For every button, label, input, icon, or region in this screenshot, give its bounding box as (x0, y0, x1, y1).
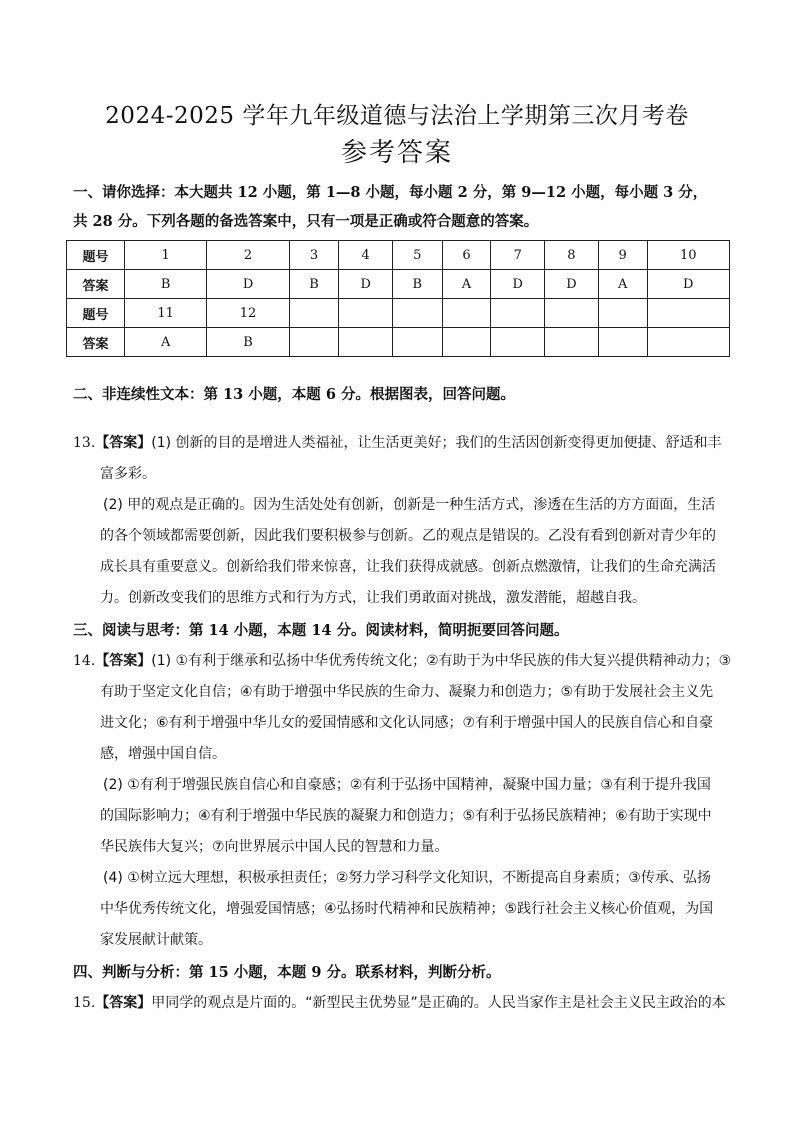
empty-cell (647, 299, 729, 328)
q13-line-4: 的各个领域都需要创新，因此我们要积极参与创新。乙的观点是错误的。乙没有看到创新对青少年的 (100, 528, 716, 544)
q15-text: 甲同学的观点是片面的。“新型民主优势显”是正确的。人民当家作主是社会主义民主政治的本 (151, 995, 726, 1011)
answer-cell: A (598, 270, 647, 299)
question-number: 1 (125, 241, 207, 270)
q14-line-6: 的国际影响力；④有利于增强中华民族的凝聚力和创造力；⑤有利于弘扬民族精神；⑥有助于实现中 (100, 808, 712, 824)
page-title: 2024-2025 学年九年级道德与法治上学期第三次月考卷 (105, 103, 689, 129)
empty-cell (289, 299, 339, 328)
answer-cell: B (207, 328, 289, 357)
question-number: 2 (207, 241, 289, 270)
row-label-question: 题号 (67, 241, 125, 270)
answer-cell: B (393, 270, 443, 299)
q14-text: (1) ①有利于继承和弘扬中华优秀传统文化；②有助于为中华民族的伟大复兴提供精神动力；③ (151, 653, 732, 669)
q14-line-3: 进文化；⑥有利于增强中华儿女的爱国情感和文化认同感；⑦有利于增强中国人的民族自信心和自豪 (100, 715, 714, 731)
section-1-heading (73, 178, 733, 236)
q14-line-8: (4) ①树立远大理想，积极承担责任；②努力学习科学文化知识，不断提高自身素质；③传承、弘扬 (103, 870, 711, 886)
q15-answer-tag: 【答案】 (95, 995, 152, 1011)
answer-table (66, 240, 730, 357)
q13-line-2: 富多彩。 (100, 466, 156, 482)
answer-cell: D (647, 270, 729, 299)
question-number: 10 (647, 241, 729, 270)
q14-answer-tag: 【答案】 (95, 653, 152, 669)
empty-cell (545, 299, 599, 328)
q14-line-10: 家发展献计献策。 (100, 932, 212, 948)
q14-line-1 (73, 646, 733, 677)
answer-cell: B (289, 270, 339, 299)
table-row-answers-1 (67, 270, 730, 299)
section-2-heading: 二、非连续性文本：第 13 小题，本题 6 分。根据图表，回答问题。 (73, 386, 515, 403)
section-4-heading: 四、判断与分析：第 15 小题，本题 9 分。联系材料，判断分析。 (73, 964, 501, 981)
row-label-answer: 答案 (67, 328, 125, 357)
question-number: 5 (393, 241, 443, 270)
q15-line-1 (73, 988, 733, 1019)
q14-line-4: 感，增强中国自信。 (100, 746, 226, 762)
empty-cell (598, 299, 647, 328)
q14-line-9: 中华优秀传统文化，增强爱国情感；④弘扬时代精神和民族精神；⑤践行社会主义核心价值观，为国 (100, 901, 714, 917)
table-row-questions-2 (67, 299, 730, 328)
empty-cell (491, 328, 545, 357)
q15-answer (73, 988, 733, 1019)
question-number: 12 (207, 299, 289, 328)
answer-cell: B (125, 270, 207, 299)
answer-cell: D (339, 270, 393, 299)
section-3-heading: 三、阅读与思考：第 14 小题，本题 14 分。阅读材料，简明扼要回答问题。 (73, 622, 569, 639)
empty-cell (442, 299, 491, 328)
q13-line-6: 力。创新改变我们的思维方式和行为方式，让我们勇敢面对挑战，激发潜能，超越自我。 (100, 590, 646, 606)
q14-number: 14. (73, 653, 96, 669)
question-number: 7 (491, 241, 545, 270)
question-number: 9 (598, 241, 647, 270)
empty-cell (545, 328, 599, 357)
question-number: 11 (125, 299, 207, 328)
empty-cell (393, 328, 443, 357)
answer-cell: A (125, 328, 207, 357)
q14-answer (73, 646, 733, 956)
q14-line-7: 华民族伟大复兴；⑦向世界展示中国人民的智慧和力量。 (100, 839, 449, 855)
q14-line-2: 有助于坚定文化自信；④有助于增强中华民族的生命力、凝聚力和创造力；⑤有助于发展社会主义先 (100, 684, 714, 700)
empty-cell (598, 328, 647, 357)
page-subtitle: 参考答案 (340, 138, 453, 168)
question-number: 8 (545, 241, 599, 270)
q14-line-5: (2) ①有利于增强民族自信心和自豪感；②有利于弘扬中国精神，凝聚中国力量；③有利于提升我国 (103, 777, 711, 793)
q15-number: 15. (73, 995, 96, 1011)
q13-answer-tag: 【答案】 (95, 435, 152, 451)
empty-cell (339, 299, 393, 328)
q13-number: 13. (73, 435, 96, 451)
q13-answer (73, 428, 733, 614)
empty-cell (442, 328, 491, 357)
empty-cell (393, 299, 443, 328)
empty-cell (339, 328, 393, 357)
q13-text: (1) 创新的目的是增进人类福祉，让生活更美好；我们的生活因创新变得更加便捷、舒适和丰 (151, 435, 722, 451)
answer-cell: D (545, 270, 599, 299)
question-number: 3 (289, 241, 339, 270)
table-row-answers-2 (67, 328, 730, 357)
row-label-question: 题号 (67, 299, 125, 328)
q13-line-3: (2) 甲的观点是正确的。因为生活处处有创新，创新是一种生活方式，渗透在生活的方方面面，生活 (103, 497, 716, 513)
section-1-line-2: 共 28 分。下列各题的备选答案中，只有一项是正确或符合题意的答案。 (73, 213, 539, 230)
q13-line-1 (73, 428, 733, 459)
q13-line-5: 成长具有重要意义。创新给我们带来惊喜，让我们获得成就感。创新点燃激情，让我们的生命充满活 (100, 559, 716, 575)
section-1-line-1: 一、请你选择：本大题共 12 小题，第 1—8 小题，每小题 2 分，第 9—12 小题，每小题 3 分， (73, 184, 708, 201)
answer-cell: D (207, 270, 289, 299)
question-number: 4 (339, 241, 393, 270)
question-number: 6 (442, 241, 491, 270)
table-row-questions-1 (67, 241, 730, 270)
empty-cell (647, 328, 729, 357)
answer-cell: D (491, 270, 545, 299)
empty-cell (289, 328, 339, 357)
empty-cell (491, 299, 545, 328)
row-label-answer: 答案 (67, 270, 125, 299)
answer-cell: A (442, 270, 491, 299)
